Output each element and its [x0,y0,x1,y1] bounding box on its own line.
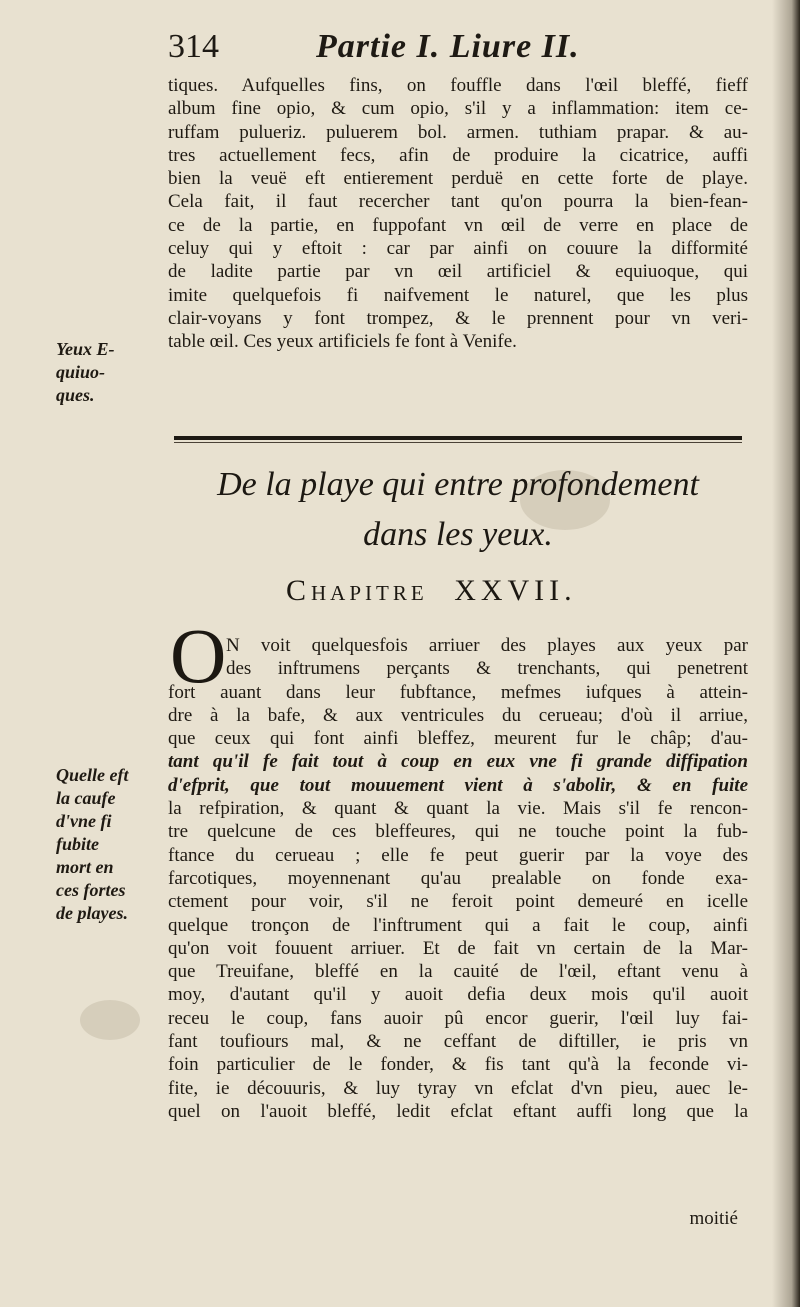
paragraph-2 [168,634,748,1123]
text-line: la refpiration, & quant & quant la vie. Mais s'il fe rencon- [168,798,748,820]
text-line: ftance du cerueau ; elle fe peut guerir par la voye des [168,844,748,866]
paragraph-1 [168,74,748,354]
text-line: album fine opio, & cum opio, s'il y a inflammation: item ce- [168,98,748,120]
text-line: bien la veuë eft entierement perduë en cette forte de playe. [168,168,748,190]
text-line: clair-voyans y font trompez, & le prennent pour vn veri- [168,307,748,329]
text-line: table œil. Ces yeux artificiels fe font à Venife. [168,331,517,353]
page-number: 314 [168,28,219,65]
margin-note-line: quiuo- [56,362,106,382]
text-line: foin particulier de le fonder, & fis tant qu'à la feconde vi- [168,1054,748,1076]
text-line: receu le coup, fans auoir pû encor guerir, l'œil luy fai- [168,1007,748,1029]
section-title-line-1: De la playe qui entre profondement [217,466,699,503]
text-line: moy, d'autant qu'il y auoit defia deux mois qu'il auoit [168,984,748,1006]
section-divider-thin [174,442,742,443]
text-line: ruffam pulueriz. puluerem bol. armen. tuthiam prapar. & au- [168,121,748,143]
text-line: Cela fait, il faut recercher tant qu'on pourra la bien-fean- [168,191,748,213]
running-title: Partie I. Liure II. [316,28,580,65]
text-line: qu'on voit fouuent arriuer. Et de fait vn certain de la Mar- [168,937,748,959]
text-line: fant toufiours mal, & ne ceffant de diftiller, ie pris vn [168,1031,748,1053]
text-line: que ceux qui font ainfi bleffez, meurent fur le châp; d'au- [168,728,748,750]
text-line: tant qu'il fe fait tout à coup en eux vne fi grande diffipation [168,751,748,773]
section-divider [174,436,742,440]
catchword: moitié [689,1208,738,1229]
margin-note-line: la caufe [56,788,116,808]
margin-note-sudden-death [56,764,156,925]
text-line: quelque tronçon de l'inftrument qui a fait le coup, ainfi [168,914,748,936]
text-line: dre à la bafe, & aux ventricules du cerueau; d'où il arriue, [168,704,748,726]
margin-note-artificial-eyes [56,338,156,407]
chapter-label-rest: HAPITRE [311,581,428,605]
text-line: tre quelcune de ces bleffeures, qui ne touche point la fub- [168,821,748,843]
chapter-heading [286,574,577,608]
text-line: imite quelquefois fi naifvement le naturel, que les plus [168,284,748,306]
text-line: fite, ie découuris, & luy tyray vn efclat d'vn pieu, auec le- [168,1077,748,1099]
margin-note-line: ques. [56,385,95,405]
text-line: de ladite partie par vn œil artificiel & equiuoque, qui [168,261,748,283]
chapter-number: XXVII. [454,574,577,607]
text-line: d'efprit, que tout mouuement vient à s'abolir, & en fuite [168,774,748,796]
text-line: farcotiques, moyennenant qu'au prealable on fonde exa- [168,867,748,889]
margin-note-line: ces fortes [56,880,126,900]
text-line: ctement pour voir, s'il ne feroit point demeuré en icelle [168,891,748,913]
text-line: fort auant dans leur fubftance, mefmes iufques à attein- [168,681,748,703]
text-line: quel on l'auoit bleffé, ledit efclat eftant auffi long que la [168,1100,748,1122]
text-line: des inftrumens perçants & trenchants, qui penetrent [226,658,748,680]
section-title-line-2: dans les yeux. [363,516,553,553]
margin-note-line: mort en [56,857,114,877]
text-line: tres actuellement fecs, afin de produire la cicatrice, auffi [168,144,748,166]
text-line: que Treuifane, bleffé en la cauité de l'œil, eftant venu à [168,961,748,983]
drop-cap: O [170,612,227,699]
text-line: ce de la partie, en fuppofant vn œil de verre en place de [168,214,748,236]
text-line: N voit quelquesfois arriuer des playes aux yeux par [226,635,748,656]
margin-note-line: Quelle eft [56,765,129,785]
chapter-label-initial: C [286,574,312,607]
margin-note-line: de playes. [56,903,128,923]
margin-note-line: d'vne fi [56,811,112,831]
text-line: tiques. Aufquelles fins, on fouffle dans l'œil bleffé, fieff [168,75,748,96]
page-header [168,28,728,72]
paper-stain [80,1000,140,1040]
text-line: celuy qui y eftoit : car par ainfi on couure la difformité [168,238,748,260]
margin-note-line: fubite [56,834,99,854]
margin-note-line: Yeux E- [56,339,115,359]
